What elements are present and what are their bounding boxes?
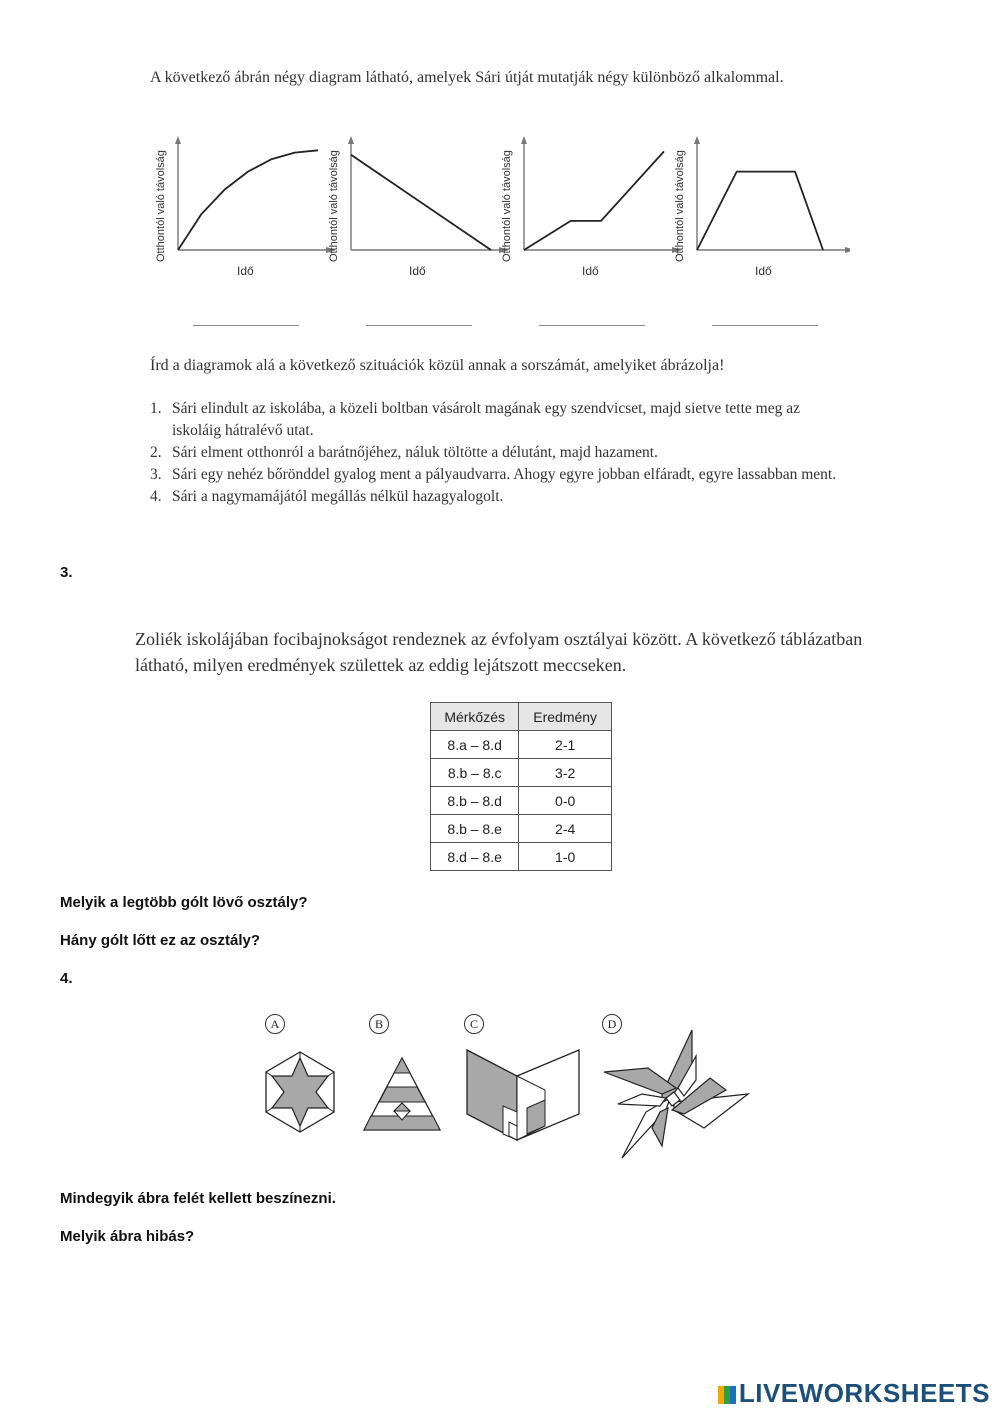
section2-instruction: Írd a diagramok alá a következő szituációk közül annak a sorszámát, amelyiket ábrázolja! (150, 357, 725, 374)
chart4-series-line (697, 172, 823, 250)
chart4-x-arrow (845, 247, 850, 253)
chart2-series-line (351, 155, 491, 250)
section4-statement: Mindegyik ábra felét kellett beszínezni. (60, 1190, 336, 1207)
match-cell: 8.a – 8.d (431, 731, 519, 759)
figure-label-b: B (369, 1014, 389, 1034)
column-header-match: Mérkőzés (431, 703, 519, 731)
table-row (431, 787, 612, 815)
chart3-xlabel: Idő (582, 264, 599, 278)
section4-number: 4. (60, 970, 73, 987)
figure-c-folded-square (465, 1046, 581, 1142)
table-row (431, 731, 612, 759)
match-cell: 8.b – 8.d (431, 787, 519, 815)
question-most-goals: Melyik a legtöbb gólt lövő osztály? (60, 894, 308, 911)
table-row (431, 815, 612, 843)
result-cell: 3-2 (519, 759, 612, 787)
distance-time-charts (150, 130, 850, 290)
situation-text: Sári elindult az iskolába, a közeli boltban vásárolt magának egy szendvicset, majd sietve tette meg az iskoláig hátralévő utat. (172, 400, 800, 439)
section3-number: 3. (60, 564, 73, 581)
situation-text: Sári elment otthonról a barátnőjéhez, náluk töltötte a délutánt, majd hazament. (172, 444, 658, 461)
chart3-ylabel: Otthontól való távolság (501, 150, 513, 262)
situation-number: 2. (150, 444, 162, 461)
situations-list (150, 398, 840, 508)
chart4-ylabel: Otthontól való távolság (674, 150, 686, 262)
list-item (150, 486, 840, 508)
chart1-ylabel: Otthontól való távolság (155, 150, 167, 262)
table-row (431, 843, 612, 871)
table-header-row (431, 703, 612, 731)
situation-text: Sári egy nehéz bőrönddel gyalog ment a pályaudvarra. Ahogy egyre jobban elfáradt, egyre lassabban ment. (172, 466, 837, 483)
match-cell: 8.b – 8.e (431, 815, 519, 843)
logo-grid-icon (718, 1386, 736, 1404)
situation-number: 4. (150, 488, 162, 505)
section3-intro: Zoliék iskolájában focibajnokságot rendeznek az évfolyam osztályai között. A következő táblázatban látható, milyen eredmények születtek az eddig lejátszott meccseken. (135, 629, 863, 675)
answer-blank-2[interactable] (366, 325, 472, 326)
chart4-y-arrow (694, 136, 700, 144)
chart1-y-arrow (175, 136, 181, 144)
column-header-result: Eredmény (519, 703, 612, 731)
chart2-ylabel: Otthontól való távolság (328, 150, 340, 262)
situation-text: Sári a nagymamájától megállás nélkül hazagyalogolt. (172, 488, 504, 505)
match-cell: 8.b – 8.c (431, 759, 519, 787)
list-item (150, 398, 840, 442)
chart3-y-arrow (521, 136, 527, 144)
situation-number: 1. (150, 400, 162, 417)
liveworksheets-logo[interactable] (718, 1378, 990, 1409)
table-row (431, 759, 612, 787)
list-item (150, 464, 840, 486)
result-cell: 2-4 (519, 815, 612, 843)
figure-b-triangle (362, 1056, 442, 1132)
figure-label-d: D (602, 1014, 622, 1034)
figure-d-pinwheel (600, 1028, 750, 1162)
logo-text: LIVEWORKSHEETS (738, 1378, 990, 1408)
results-table (430, 702, 612, 871)
section4-question: Melyik ábra hibás? (60, 1228, 195, 1245)
list-item (150, 442, 840, 464)
chart2-xlabel: Idő (409, 264, 426, 278)
situation-number: 3. (150, 466, 162, 483)
figure-a-hexagon (262, 1050, 338, 1134)
result-cell: 1-0 (519, 843, 612, 871)
answer-blank-1[interactable] (193, 325, 299, 326)
answer-blank-4[interactable] (712, 325, 818, 326)
chart1-xlabel: Idő (237, 264, 254, 278)
answer-blank-3[interactable] (539, 325, 645, 326)
figure-label-a: A (265, 1014, 285, 1034)
result-cell: 2-1 (519, 731, 612, 759)
result-cell: 0-0 (519, 787, 612, 815)
match-cell: 8.d – 8.e (431, 843, 519, 871)
chart3-series-line (524, 151, 664, 250)
chart4-xlabel: Idő (755, 264, 772, 278)
figure-label-c: C (464, 1014, 484, 1034)
section2-intro: A következő ábrán négy diagram látható, amelyek Sári útját mutatják négy különböző alkalommal. (150, 69, 784, 86)
chart1-series-line (178, 150, 318, 250)
chart2-y-arrow (348, 136, 354, 144)
question-goal-count: Hány gólt lőtt ez az osztály? (60, 932, 261, 949)
